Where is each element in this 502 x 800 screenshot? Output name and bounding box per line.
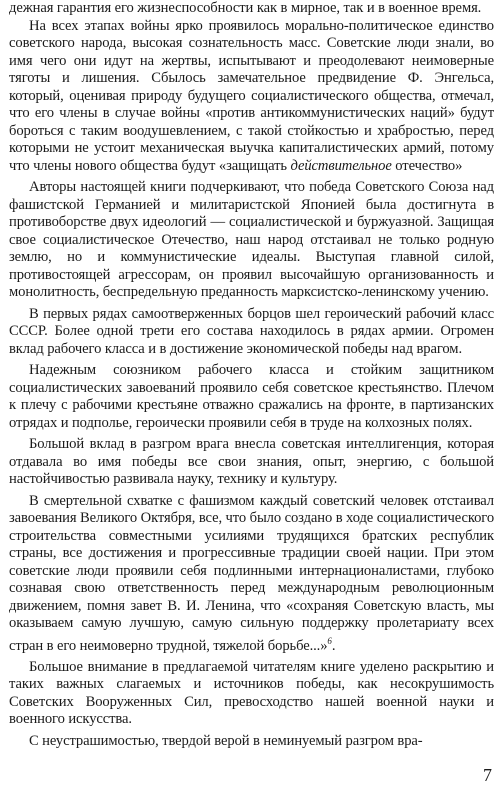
paragraph-continuation: дежная гарантия его жизнеспособности как в мирное, так и в военное время.	[9, 0, 482, 16]
footnote-reference[interactable]: 6	[327, 635, 332, 646]
paragraph-intelligentsia: Большой вклад в разгром врага внесла советская интеллигенция, которая отдавала во имя победы все свои знания, опыт, энергию, с большой настойчивостью развивала науку, технику и культуру.	[9, 436, 494, 487]
body-text	[9, 0, 494, 750]
paragraph-ideologies: Авторы настоящей книги подчеркивают, что победа Советского Союза над фашистской Германией и милитаристской Японией была достигнута в противоборстве двух идеологий — социалистической и буржуазной. Защищая свое социалистическое Отечество, наш народ отстаивал не только родную землю, но и коммунистические идеалы. Выступая главной силой, противостоящей агрессорам, он проявил высочайшую организованность и монолитность, беспредельную преданность марксистско-ленинскому учению.	[9, 179, 494, 300]
page-number: 7	[483, 765, 492, 785]
emphasis-word: действительное	[290, 157, 392, 174]
paragraph-working-class: В первых рядах самоотверженных борцов шел героический рабочий класс СССР. Более одной трети его состава находилось в рядах армии. Огромен вклад рабочего класса и в достижение экономической победы над врагом.	[9, 305, 494, 357]
paragraph-peasantry: Надежным союзником рабочего класса и стойким защитником социалистических завоеваний проявило себя советское крестьянство. Плечом к плечу с рабочими крестьяне отважно сражались на фронте, в партизанских отрядах и подполье, героически проявили себя в труде на колхозных полях.	[9, 362, 494, 431]
paragraph-unity-text: На всех этапах войны ярко проявилось морально-политическое единство советского народа, высокая сознательность масс. Советские люди знали, во имя чего они идут на жертвы, испытывают и преодолевают неимоверные тяготы и лишения. Сбылось замечательное предвидение Ф. Энгельса, который, оценивая природу будущего социалистического общества, отмечал, что его члены в случае войны «против антикоммунистических наций» будут бороться с таким воодушевлением, с такой стойкостью и храбростью, перед которыми не устоит механическая выучка капиталистических армий, потому что члены нового общества будут «защищать действительное отечество»	[9, 17, 494, 174]
paragraph-unity	[9, 18, 494, 176]
paragraph-internationalism-text: В смертельной схватке с фашизмом каждый советский человек отстаивал завоевания Великого Октября, все, что было создано в ходе социалистического строительства совместными усилиями трудящихся братских республик страны, все достижения и прогрессивные традиции своей нации. При этом советские люди проявили себя подлинными интернационалистами, глубоко сознавая свою ответственность перед международным революционным движением, помня завет В. И. Ленина, что «сохраняя Советскую власть, мы оказываем самую лучшую, самую сильную поддержку пролетариату всех стран в его неимоверно трудной, тяжелой борьбе...»	[9, 492, 495, 654]
paragraph-internationalism: В смертельной схватке с фашизмом каждый советский человек отстаивал завоевания Великого Октября, все, что было создано в ходе социалистического строительства совместными усилиями трудящихся братских республик страны, все достижения и прогрессивные традиции своей нации. При этом советские люди проявили себя подлинными интернационалистами, глубоко сознавая свою ответственность перед международным революционным движением, помня завет В. И. Ленина, что «сохраняя Советскую власть, мы оказываем самую лучшую, самую сильную поддержку пролетариату всех стран в его неимоверно трудной, тяжелой борьбе...»$^6$.	[9, 492, 495, 654]
paragraph-armed-forces: Большое внимание в предлагаемой читателям книге уделено раскрытию и таких важных слагаемых и источников победы, как несокрушимость Советских Вооруженных Сил, превосходство нашей военной науки и военного искусства.	[9, 658, 494, 728]
paragraph-last: С неустрашимостью, твердой верой в неминуемый разгром вра-	[29, 732, 423, 749]
